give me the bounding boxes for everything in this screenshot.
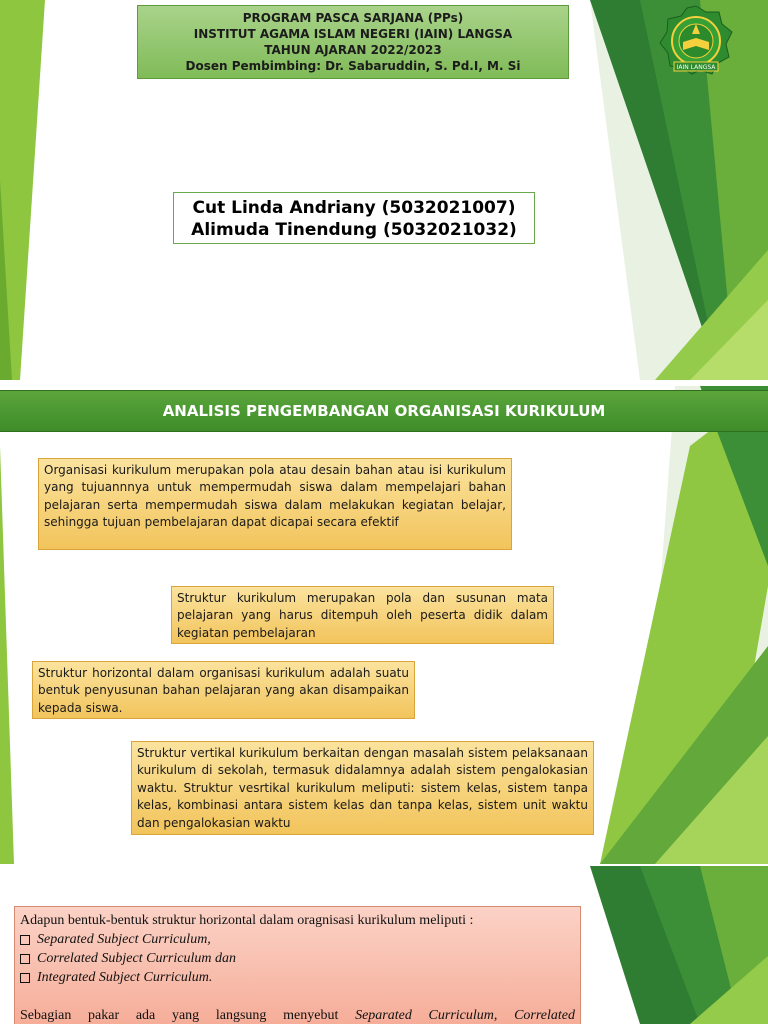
author-1: Cut Linda Andriany (5032021007) bbox=[192, 198, 516, 218]
header-line-year: TAHUN AJARAN 2022/2023 bbox=[264, 43, 442, 57]
horizontal-structure-slide bbox=[0, 866, 768, 1024]
slide-title: ANALISIS PENGEMBANGAN ORGANISASI KURIKULUM bbox=[0, 390, 768, 432]
header-line-institute: INSTITUT AGAMA ISLAM NEGERI (IAIN) LANGSA bbox=[193, 27, 513, 41]
note-struktur-kurikulum: Struktur kurikulum merupakan pola dan susunan mata pelajaran yang harus ditempuh oleh peserta didik dalam kegiatan pembelajaran bbox=[171, 586, 554, 644]
note-organisasi-kurikulum: Organisasi kurikulum merupakan pola atau desain bahan atau isi kurikulum yang tujuannnya untuk mempermudah siswa dalam mempelajari bahan pelajaran serta mempermudah siswa dalam melakukan kegiatan belajar, sehingga tujuan pembelajaran dapat dicapai secara efektif bbox=[38, 458, 512, 550]
author-box bbox=[173, 192, 535, 244]
author-2: Alimuda Tinendung (5032021032) bbox=[191, 220, 517, 240]
logo-text: IAIN LANGSA bbox=[676, 64, 716, 71]
header-line-supervisor: Dosen Pembimbing: Dr. Sabaruddin, S. Pd.I, M. Si bbox=[185, 59, 521, 73]
title-slide bbox=[0, 0, 768, 380]
list-item-label: Correlated Subject Curriculum dan bbox=[37, 951, 236, 966]
list-item-label: Integrated Subject Curriculum. bbox=[37, 970, 213, 985]
structure-list-box bbox=[14, 906, 581, 1024]
list-item bbox=[20, 949, 575, 968]
checkbox-icon bbox=[20, 973, 30, 983]
institution-header bbox=[137, 5, 569, 79]
checkbox-icon bbox=[20, 935, 30, 945]
note-struktur-horizontal: Struktur horizontal dalam organisasi kurikulum adalah suatu bentuk penyusunan bahan pelajaran yang akan disampaikan kepada siswa. bbox=[32, 661, 415, 719]
list-intro: Adapun bentuk-bentuk struktur horizontal dalam oragnisasi kurikulum meliputi : bbox=[20, 913, 474, 928]
note-struktur-vertikal: Struktur vertikal kurikulum berkaitan dengan masalah sistem pelaksanaan kurikulum di sekolah, termasuk didalamnya adalah sistem pengalokasian waktu. Struktur vesrtikal kurikulum meliputi: sistem kelas, sistem tanpa kelas, kombinasi antara sistem kelas dan tanpa kelas, sistem unit waktu dan pengalokasian waktu bbox=[131, 741, 594, 835]
paragraph-italic: Separated Curriculum, Correlated bbox=[355, 1008, 576, 1023]
list-item bbox=[20, 968, 575, 987]
iain-langsa-logo bbox=[656, 4, 736, 78]
analysis-slide bbox=[0, 386, 768, 864]
list-item-label: Separated Subject Curriculum, bbox=[37, 932, 211, 947]
header-line-program: PROGRAM PASCA SARJANA (PPs) bbox=[242, 11, 464, 25]
paragraph bbox=[20, 1006, 575, 1024]
paragraph-text: Sebagian pakar ada yang langsung menyebut bbox=[20, 1008, 356, 1023]
checkbox-icon bbox=[20, 954, 30, 964]
list-item bbox=[20, 930, 575, 949]
